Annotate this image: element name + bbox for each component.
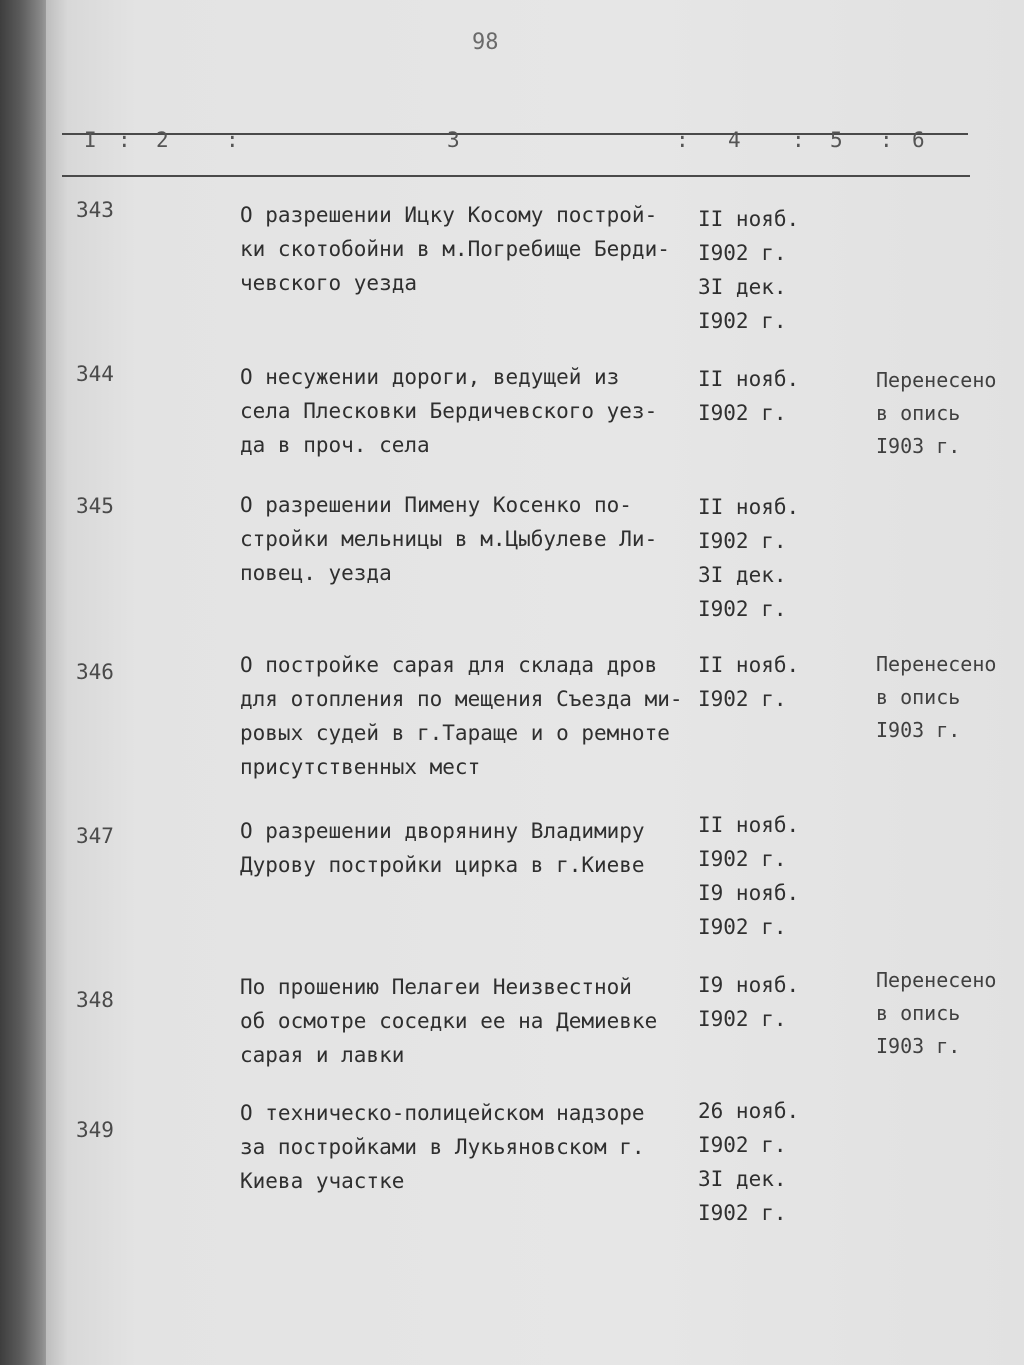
column-separator: :	[676, 128, 689, 152]
entry-note-line: I903 г.	[876, 718, 961, 742]
entry-text-line: об осмотре соседки ее на Демиевке	[240, 1009, 658, 1033]
column-header-4: 4	[728, 128, 741, 152]
entry-date-line: I9 нояб.	[698, 973, 800, 997]
entry-date-line: I902 г.	[698, 241, 787, 265]
entry-description	[240, 814, 692, 882]
entry-date-line: I902 г.	[698, 1133, 787, 1157]
book-binding-shadow	[0, 0, 52, 1365]
entry-text-line: чевского уезда	[240, 271, 418, 295]
entry-date-line: 3I дек.	[698, 563, 787, 587]
entry-text-line: сарая и лавки	[240, 1043, 405, 1067]
entry-text-line: да в проч. села	[240, 433, 430, 457]
entry-text-line: повец. уезда	[240, 561, 392, 585]
entry-note-line: в опись	[876, 401, 961, 425]
entry-date-line: 3I дек.	[698, 275, 787, 299]
entry-note-line: в опись	[876, 685, 961, 709]
entry-text-line: О несужении дороги, ведущей из	[240, 365, 620, 389]
entry-text-line: для отопления по мещения Съезда ми-	[240, 687, 683, 711]
entry-note-line: в опись	[876, 1001, 961, 1025]
entry-text-line: за постройками в Лукьяновском г.	[240, 1135, 645, 1159]
entry-number: 349	[76, 1118, 114, 1142]
column-separator: :	[880, 128, 893, 152]
entry-description	[240, 360, 692, 462]
header-rule-bottom	[62, 175, 970, 177]
entry-dates	[698, 490, 799, 626]
column-separator: :	[226, 128, 239, 152]
entry-dates	[698, 968, 799, 1036]
entry-date-line: II нояб.	[698, 367, 800, 391]
entry-dates	[698, 1094, 799, 1230]
column-header-3: 3	[447, 128, 460, 152]
entry-text-line: стройки мельницы в м.Цыбулеве Ли-	[240, 527, 658, 551]
entry-text-line: О разрешении Ицку Косому построй-	[240, 203, 658, 227]
entry-date-line: I902 г.	[698, 309, 787, 333]
entry-date-line: II нояб.	[698, 653, 800, 677]
entry-number: 345	[76, 494, 114, 518]
entry-dates	[698, 808, 799, 944]
entry-text-line: О разрешении Пимену Косенко по-	[240, 493, 632, 517]
column-separator: :	[792, 128, 805, 152]
entry-text-line: Киева участке	[240, 1169, 405, 1193]
entry-date-line: I902 г.	[698, 1201, 787, 1225]
entry-dates	[698, 362, 799, 430]
entry-text-line: По прошению Пелагеи Неизвестной	[240, 975, 632, 999]
column-separator: :	[118, 128, 131, 152]
entry-description	[240, 488, 692, 590]
entry-text-line: Дурову постройки цирка в г.Киеве	[240, 853, 645, 877]
entry-note-line: I903 г.	[876, 434, 961, 458]
entry-date-line: I9 нояб.	[698, 881, 800, 905]
entry-note-line: Перенесено	[876, 968, 997, 992]
entry-text-line: О техническо-полицейском надзоре	[240, 1101, 645, 1125]
entry-description	[240, 648, 692, 784]
entry-date-line: II нояб.	[698, 813, 800, 837]
entry-note	[876, 964, 996, 1063]
entry-text-line: села Плесковки Бердичевского уез-	[240, 399, 658, 423]
entry-note	[876, 648, 996, 747]
entry-date-line: I902 г.	[698, 1007, 787, 1031]
entry-date-line: I902 г.	[698, 847, 787, 871]
entry-text-line: О разрешении дворянину Владимиру	[240, 819, 645, 843]
entry-date-line: I902 г.	[698, 915, 787, 939]
entry-number: 343	[76, 198, 114, 222]
entry-number: 346	[76, 660, 114, 684]
entry-date-line: I902 г.	[698, 529, 787, 553]
entry-date-line: I902 г.	[698, 687, 787, 711]
entry-date-line: I902 г.	[698, 597, 787, 621]
entry-note-line: Перенесено	[876, 368, 997, 392]
entry-date-line: I902 г.	[698, 401, 787, 425]
column-header-2: 2	[156, 128, 169, 152]
entry-note-line: Перенесено	[876, 652, 997, 676]
column-header-6: 6	[912, 128, 925, 152]
page-number: 98	[472, 30, 499, 55]
entry-date-line: II нояб.	[698, 495, 800, 519]
entry-note-line: I903 г.	[876, 1034, 961, 1058]
entry-description	[240, 970, 692, 1072]
entry-text-line: ки скотобойни в м.Погребище Берди-	[240, 237, 670, 261]
entry-date-line: 26 нояб.	[698, 1099, 800, 1123]
column-header-1: I	[84, 128, 97, 152]
entry-date-line: II нояб.	[698, 207, 800, 231]
entry-text-line: ровых судей в г.Тараще и о ремноте	[240, 721, 670, 745]
entry-description	[240, 198, 692, 300]
column-header-5: 5	[830, 128, 843, 152]
entry-text-line: присутственных мест	[240, 755, 481, 779]
entry-number: 348	[76, 988, 114, 1012]
entry-dates	[698, 202, 799, 338]
entry-number: 344	[76, 362, 114, 386]
entry-note	[876, 364, 996, 463]
entry-description	[240, 1096, 692, 1198]
entry-text-line: О постройке сарая для склада дров	[240, 653, 658, 677]
entry-date-line: 3I дек.	[698, 1167, 787, 1191]
entry-dates	[698, 648, 799, 716]
entry-number: 347	[76, 824, 114, 848]
